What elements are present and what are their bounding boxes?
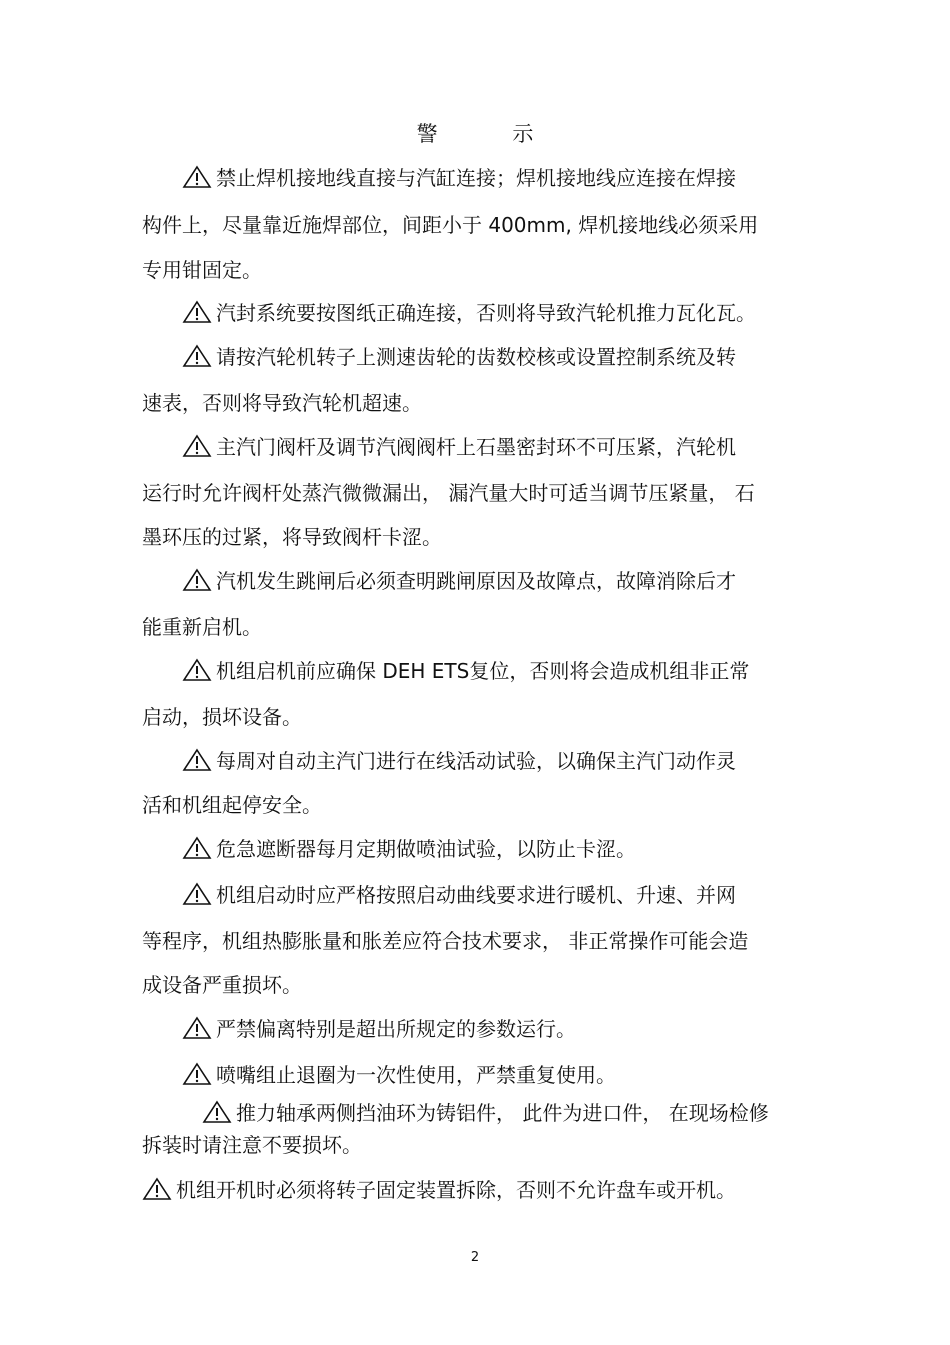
- warning-text: 墨环压的过紧，将导致阀杆卡涩。: [142, 525, 442, 549]
- warning-first-line: [182, 656, 749, 686]
- warning-first-line: [182, 1014, 576, 1044]
- warning-text: 机组启机前应确保 DEH ETS复位，否则将会造成机组非正常: [216, 659, 750, 683]
- warning-triangle-icon: [182, 165, 212, 197]
- warning-text: 严禁偏离特别是超出所规定的参数运行。: [216, 1017, 576, 1041]
- page-title: 警 示: [416, 122, 568, 146]
- warning-triangle-icon: [182, 344, 212, 376]
- warning-continuation-line: [142, 612, 262, 642]
- warning-continuation-line: [142, 522, 442, 552]
- warning-text: 等程序，机组热膨胀量和胀差应符合技术要求， 非正常操作可能会造: [142, 929, 749, 953]
- warning-text: 拆装时请注意不要损坏。: [142, 1133, 362, 1157]
- warning-continuation-line: [142, 255, 262, 285]
- page-number: 2: [470, 1250, 480, 1265]
- warning-triangle-icon: [182, 836, 212, 868]
- warning-continuation-line: [142, 1130, 362, 1160]
- warning-continuation-line: [142, 388, 422, 418]
- warning-text: 机组启动时应严格按照启动曲线要求进行暖机、升速、并网: [216, 883, 736, 907]
- warning-text: 活和机组起停安全。: [142, 793, 322, 817]
- warning-text: 主汽门阀杆及调节汽阀阀杆上石墨密封环不可压紧，汽轮机: [216, 435, 736, 459]
- warning-first-line: [182, 566, 736, 596]
- warning-continuation-line: [142, 970, 302, 1000]
- warning-first-line: [182, 432, 736, 462]
- warning-text: 专用钳固定。: [142, 258, 262, 282]
- warning-triangle-icon: [142, 1177, 172, 1209]
- warning-triangle-icon: [182, 882, 212, 914]
- warning-continuation-line: [142, 926, 748, 956]
- warning-continuation-line: [142, 478, 755, 508]
- warning-triangle-icon: [182, 434, 212, 466]
- warning-text: 请按汽轮机转子上测速齿轮的齿数校核或设置控制系统及转: [216, 345, 736, 369]
- warning-text: 禁止焊机接地线直接与汽缸连接；焊机接地线应连接在焊接: [216, 166, 736, 190]
- warning-first-line: [182, 834, 636, 864]
- warning-triangle-icon: [202, 1100, 232, 1132]
- warning-triangle-icon: [182, 748, 212, 780]
- warning-text: 运行时允许阀杆处蒸汽微微漏出， 漏汽量大时可适当调节压紧量， 石: [142, 481, 755, 505]
- warning-first-line: [182, 746, 736, 776]
- warning-text: 汽机发生跳闸后必须查明跳闸原因及故障点，故障消除后才: [216, 569, 736, 593]
- warning-triangle-icon: [182, 568, 212, 600]
- warning-text: 机组开机时必须将转子固定装置拆除，否则不允许盘车或开机。: [176, 1178, 736, 1202]
- warning-first-line: [182, 1060, 616, 1090]
- warning-first-line: [202, 1098, 769, 1128]
- warning-text: 速表，否则将导致汽轮机超速。: [142, 391, 422, 415]
- warning-triangle-icon: [182, 1062, 212, 1094]
- warning-triangle-icon: [182, 658, 212, 690]
- warning-triangle-icon: [182, 300, 212, 332]
- warning-text: 成设备严重损坏。: [142, 973, 302, 997]
- warning-first-line: [182, 342, 736, 372]
- warning-first-line: [182, 163, 736, 193]
- warning-text: 推力轴承两侧挡油环为铸铝件， 此件为进口件， 在现场检修: [236, 1101, 769, 1125]
- warning-text: 喷嘴组止退圈为一次性使用，严禁重复使用。: [216, 1063, 616, 1087]
- warning-first-line: [182, 880, 736, 910]
- warning-text: 汽封系统要按图纸正确连接，否则将导致汽轮机推力瓦化瓦。: [216, 301, 756, 325]
- warning-text: 危急遮断器每月定期做喷油试验，以防止卡涩。: [216, 837, 636, 861]
- warning-text: 能重新启机。: [142, 615, 262, 639]
- warning-triangle-icon: [182, 1016, 212, 1048]
- warning-continuation-line: [142, 210, 758, 240]
- warning-continuation-line: [142, 790, 322, 820]
- warning-text: 构件上，尽量靠近施焊部位，间距小于 400mm, 焊机接地线必须采用: [142, 213, 759, 237]
- warning-continuation-line: [142, 702, 302, 732]
- warning-text: 每周对自动主汽门进行在线活动试验，以确保主汽门动作灵: [216, 749, 736, 773]
- warning-first-line: [142, 1175, 736, 1205]
- warning-first-line: [182, 298, 756, 328]
- warning-text: 启动，损坏设备。: [142, 705, 302, 729]
